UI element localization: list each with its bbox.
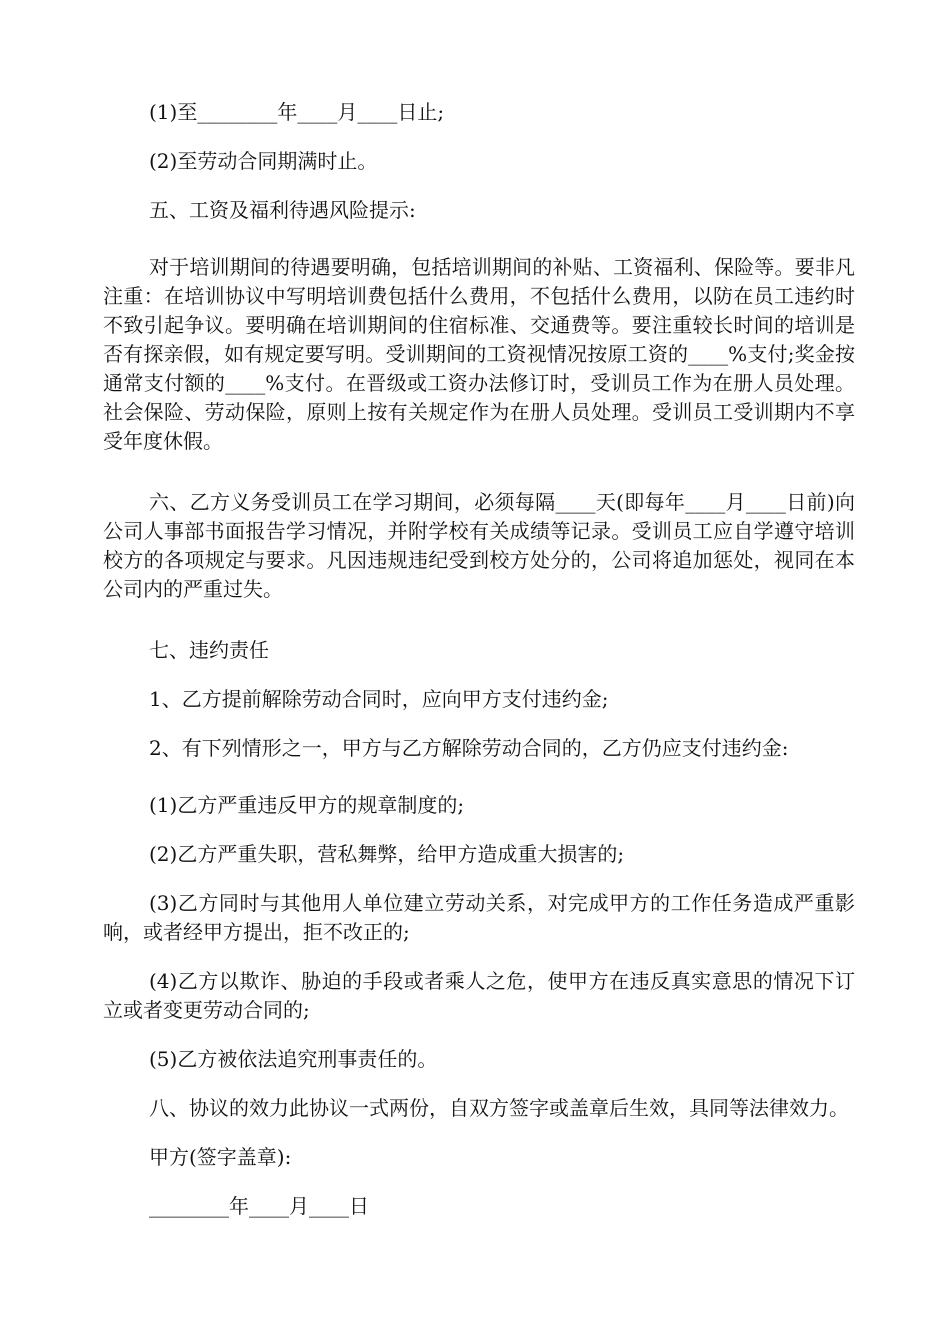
paragraph-case-5: (5)乙方被依法追究刑事责任的。 — [149, 1047, 438, 1071]
party-a-signature-label: 甲方(签字盖章): — [149, 1145, 292, 1169]
paragraph-case-2: (2)乙方严重失职，营私舞弊，给甲方造成重大损害的; — [149, 842, 625, 866]
paragraph-breach-1: 1、乙方提前解除劳动合同时，应向甲方支付违约金; — [149, 687, 609, 711]
section-heading-8: 八、协议的效力此协议一式两份，自双方签字或盖章后生效，具同等法律效力。 — [149, 1096, 849, 1120]
section-heading-7: 七、违约责任 — [149, 638, 269, 662]
paragraph-obligations: 六、乙方义务受训员工在学习期间，必须每隔____天(即每年____月____日前)向公司人事部书面报告学习情况，并附学校有关成绩等记录。受训员工应自学遵守培训校方的各项规定与要求。凡因违规违纪受到校方处分的，公司将追加惩处，视同在本公司内的严重过失。 — [103, 490, 855, 601]
paragraph-case-4: (4)乙方以欺诈、胁迫的手段或者乘人之危，使甲方在违反真实意思的情况下订立或者变更劳动合同的; — [103, 969, 855, 1022]
paragraph-term-2: (2)至劳动合同期满时止。 — [149, 149, 378, 173]
paragraph-term-1: (1)至________年____月____日止; — [149, 100, 445, 124]
paragraph-case-3: (3)乙方同时与其他用人单位建立劳动关系，对完成甲方的工作任务造成严重影响，或者经甲方提出，拒不改正的; — [103, 891, 855, 944]
paragraph-case-1: (1)乙方严重违反甲方的规章制度的; — [149, 793, 465, 817]
signature-date-line: ________年____月____日 — [149, 1194, 369, 1218]
paragraph-breach-2: 2、有下列情形之一，甲方与乙方解除劳动合同的，乙方仍应支付违约金: — [149, 736, 789, 760]
section-heading-5: 五、工资及福利待遇风险提示: — [149, 198, 416, 222]
paragraph-salary-benefits: 对于培训期间的待遇要明确，包括培训期间的补贴、工资福利、保险等。要非凡注重：在培训协议中写明培训费包括什么费用，不包括什么费用，以防在员工违约时不致引起争议。要明确在培训期间的住宿标准、交通费等。要注重较长时间的培训是否有探亲假，如有规定要写明。受训期间的工资视情况按原工资的____%支付;奖金按通常支付额的____%支付。在晋级或工资办法修订时，受训员工作为在册人员处理。社会保险、劳动保险，原则上按有关规定作为在册人员处理。受训员工受训期内不享受年度休假。 — [103, 255, 855, 453]
